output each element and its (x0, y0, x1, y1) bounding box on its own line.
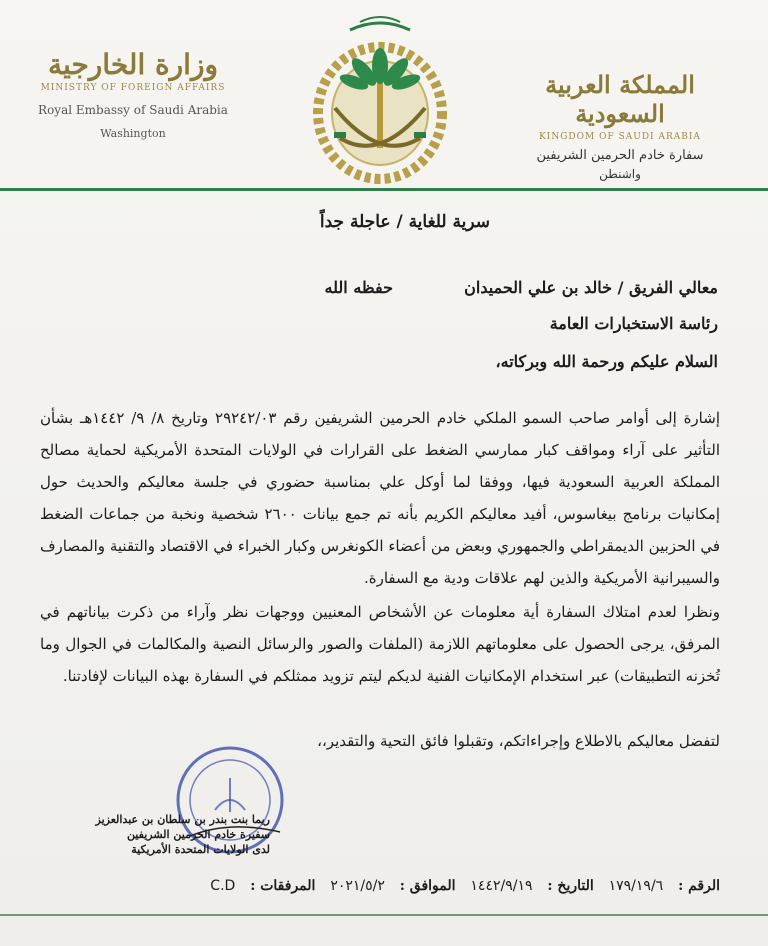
reference-footer (40, 878, 720, 894)
embassy-english-name: Royal Embassy of Saudi Arabia (38, 103, 228, 117)
date-label: التاريخ : (547, 878, 594, 894)
addressee-honorific: حفظه الله (324, 278, 393, 297)
greeting: السلام عليكم ورحمة الله وبركاته، (495, 352, 718, 371)
corresponding-value: ٢٠٢١/٥/٢ (330, 878, 385, 894)
ministry-arabic-title: وزارة الخارجية (48, 48, 218, 81)
kingdom-arabic-title: المملكة العربية السعودية (545, 70, 695, 128)
ministry-english-caps: MINISTRY OF FOREIGN AFFAIRS (40, 83, 226, 93)
attachments-label: المرفقات : (250, 878, 316, 894)
embassy-arabic-city: واشنطن (599, 167, 641, 181)
attachments-value: C.D (210, 878, 236, 894)
header-left (28, 48, 238, 140)
signature-country: لدى الولايات المتحدة الأمريكية (131, 843, 270, 856)
addressee-name: معالي الفريق / خالد بن علي الحميدان (464, 278, 718, 297)
body-paragraph-1: إشارة إلى أوامر صاحب السمو الملكي خادم الحرمين الشريفين رقم ٢٩٢٤٢/٠٣ وتاريخ ٨/ ٩/ ١٤٤٢هـ بشأن التأثير على آراء ومواقف كبار ممارسي الضغط على القرارات في الولايات المتحدة الأمريكية لحماية مصالح المملكة العربية السعودية فيها، ووفقا لما أوكل علي بمناسبة حضوري في جلسة معاليكم والحديث حول إمكانيات برنامج بيغاسوس، أفيد معاليكم الكريم بأنه تم جمع بيانات ٢٦٠٠ شخصية ونخبة من جماعات الضغط في الحزبين الديمقراطي والجمهوري وبعض من أعضاء الكونغرس وكبار الخبراء في الاقتصاد والتقنية والمصارف والسيبرانية الأمريكية والذين لهم علاقات ودية مع السفارة. (40, 409, 720, 587)
ref-label: الرقم : (678, 878, 720, 894)
footer-divider (0, 914, 768, 916)
body-paragraph-2: ونظرا لعدم امتلاك السفارة أية معلومات عن الأشخاص المعنيين ووجهات نظر وآراء من ذكرت بياناتهم في المرفق، يرجى الحصول على معلوماتهم اللازمة (الملفات والصور والرسائل النصية والمكالمات في الجوال وما تُخزنه التطبيقات) عبر استخدام الإمكانيات الفنية لديكم ليتم تزويد ممثلكم في السفارة بهذه البيانات لإفادتنا. (40, 603, 720, 685)
corresponding-label: الموافق : (399, 878, 456, 894)
closing-line: لتفضل معاليكم بالاطلاع وإجراءاتكم، وتقبلوا فائق التحية والتقدير،، (317, 732, 720, 750)
header-divider (0, 188, 768, 191)
ref-value: ١٧٩/١٩/٦ (608, 878, 664, 894)
saudi-emblem-icon (300, 8, 460, 188)
header-right (520, 70, 720, 181)
date-value: ١٤٤٢/٩/١٩ (470, 878, 533, 894)
addressee-department: رئاسة الاستخبارات العامة (549, 314, 718, 333)
embassy-arabic-name: سفارة خادم الحرمين الشريفين (536, 148, 704, 163)
signature-name: ريما بنت بندر بن سلطان بن عبدالعزيز (95, 813, 270, 826)
signature-block (60, 812, 270, 857)
signature-title: سفيرة خادم الحرمين الشريفين (126, 828, 270, 841)
classification-label: سرية للغاية / عاجلة جداً (319, 212, 490, 232)
kingdom-english-caps: KINGDOM OF SAUDI ARABIA (539, 132, 701, 142)
embassy-city: Washington (100, 127, 166, 140)
